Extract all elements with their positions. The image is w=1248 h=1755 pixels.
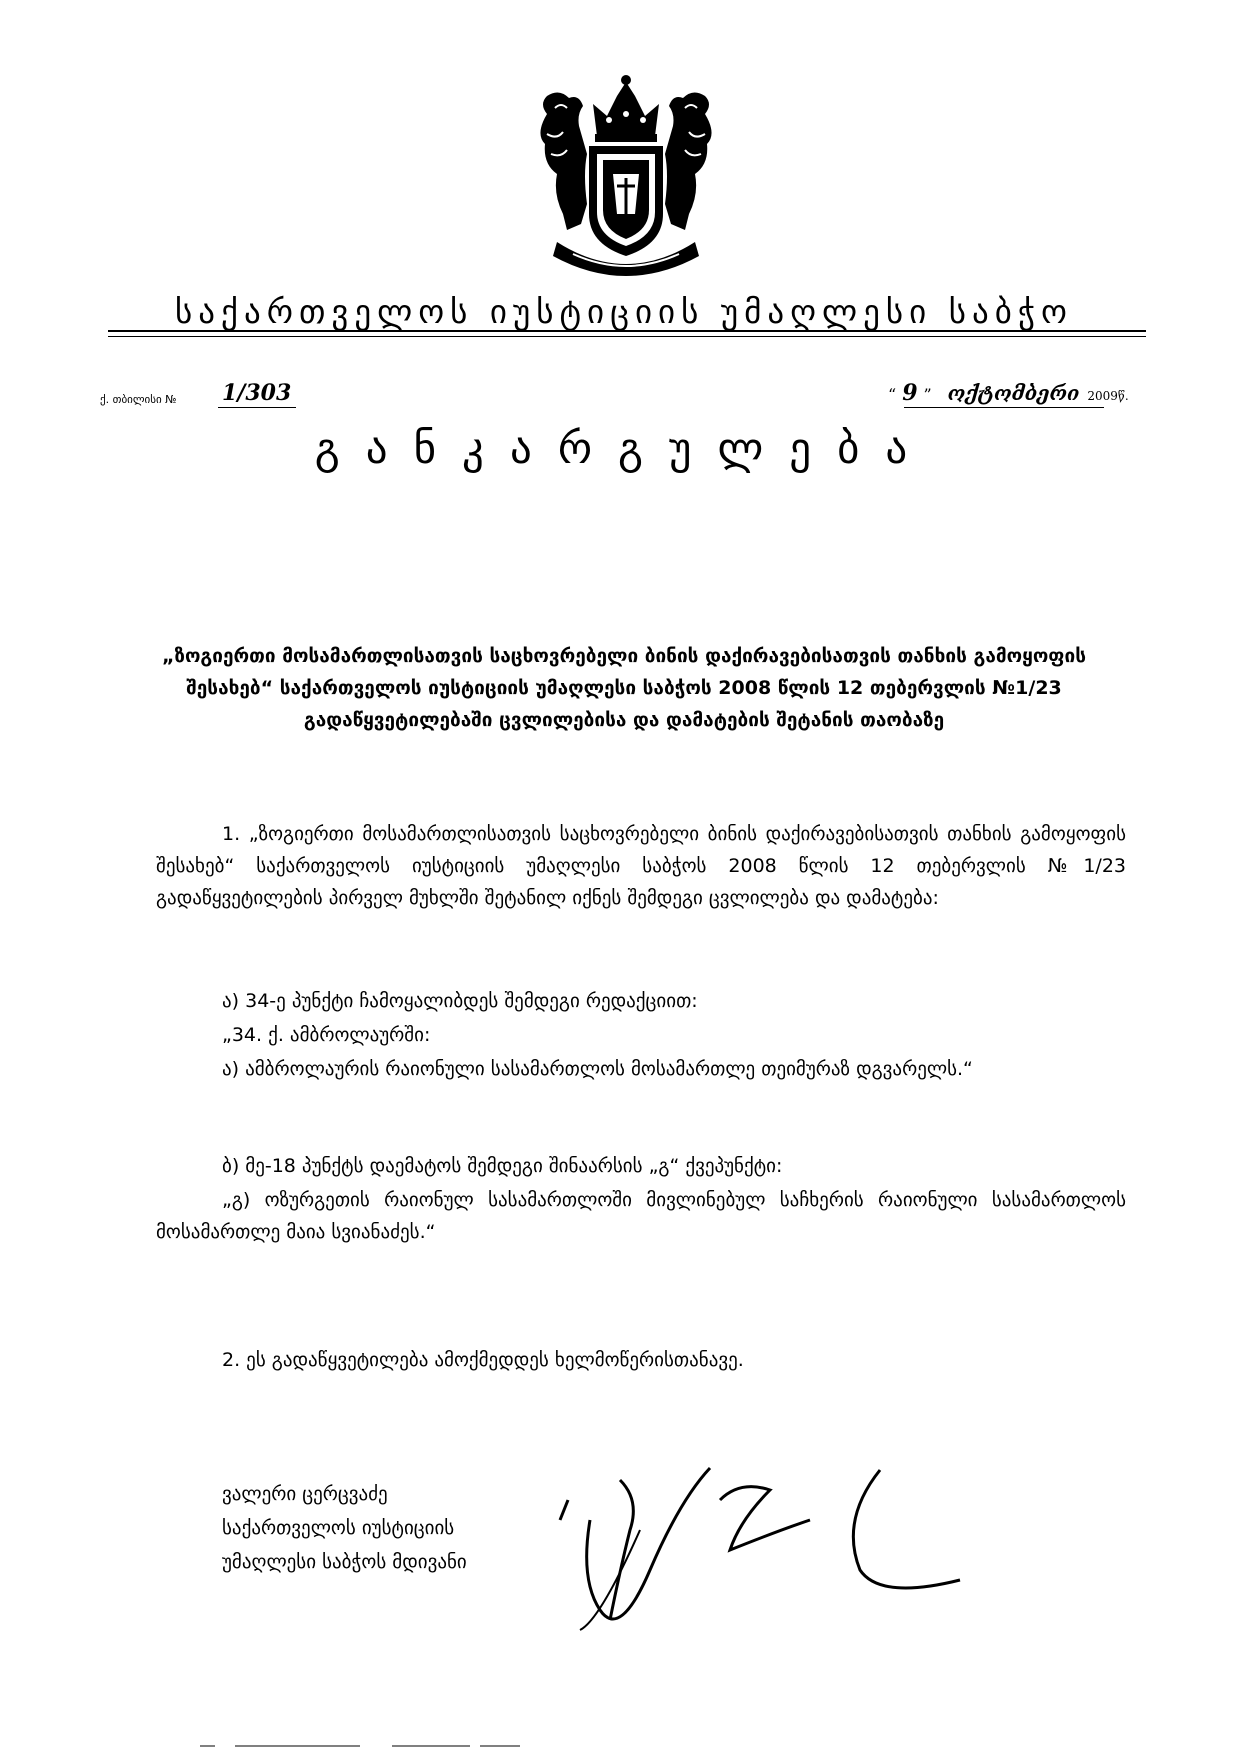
paragraph-2: 2. ეს გადაწყვეტილება ამოქმედდეს ხელმოწერისთანავე. bbox=[222, 1349, 744, 1371]
date-day: 9 bbox=[902, 380, 918, 406]
date-month: ოქტომბერი bbox=[947, 381, 1080, 405]
date-underline bbox=[904, 407, 1104, 408]
date-close-quote: ” bbox=[923, 385, 932, 404]
subpoint-a-intro: ა) 34-ე პუნქტი ჩამოყალიბდეს შემდეგი რედაქციით: bbox=[222, 990, 698, 1012]
document-date bbox=[888, 380, 1129, 406]
signatory-position: უმაღლესი საბჭოს მდივანი bbox=[222, 1551, 467, 1573]
subpoint-b-intro: ბ) მე-18 პუნქტს დაემატოს შემდეგი შინაარსის „გ“ ქვეპუნქტი: bbox=[222, 1155, 783, 1177]
document-title: „ზოგიერთი მოსამართლისათვის საცხოვრებელი ბინის დაქირავებისათვის თანხის გამოყოფის შესახებ“ საქართველოს იუსტიციის უმაღლესი საბჭოს 2008 წლის 12 თებერვლის №1/23 გადაწყვეტილებაში ცვლილებისა და დამატების შეტანის თაობაზე bbox=[162, 645, 1086, 731]
institution-name: საქართველოს იუსტიციის უმაღლესი საბჭო bbox=[175, 292, 1073, 331]
header-divider-thin bbox=[108, 336, 1146, 337]
header-divider bbox=[108, 330, 1146, 332]
date-year: 2009წ. bbox=[1087, 389, 1129, 403]
paragraph-1: 1. „ზოგიერთი მოსამართლისათვის საცხოვრებელი ბინის დაქირავებისათვის თანხის გამოყოფის შესახებ“ საქართველოს იუსტიციის უმაღლესი საბჭოს 2008 წლის 12 თებერვლის №1/23 გადაწყვეტილების პირველ მუხლში შეტანილ იქნეს შემდეგი ცვლილება და დამატება: bbox=[156, 823, 1126, 909]
document-number-underline bbox=[218, 407, 296, 408]
coat-of-arms-icon bbox=[517, 74, 735, 286]
subpoint-a-quote: „34. ქ. ამბროლაურში: bbox=[222, 1024, 431, 1046]
document-number: 1/303 bbox=[222, 380, 292, 406]
signatory-organization: საქართველოს იუსტიციის bbox=[222, 1517, 455, 1539]
signatory-name: ვალერი ცერცვაძე bbox=[222, 1483, 388, 1505]
document-type-heading: განკარგულება bbox=[314, 424, 934, 474]
date-open-quote: “ bbox=[888, 385, 897, 404]
subpoint-b-item: „გ) ოზურგეთის რაიონულ სასამართლოში მივლინებულ საჩხერის რაიონული სასამართლოს მოსამართლე მაია სვიანაძეს.“ bbox=[156, 1189, 1126, 1243]
footer-scan-marks bbox=[0, 1740, 1248, 1752]
signature-icon bbox=[540, 1460, 1160, 1650]
subpoint-a-item: ა) ამბროლაურის რაიონული სასამართლოს მოსამართლე თეიმურაზ დგვარელს.“ bbox=[222, 1058, 973, 1080]
document-number-label: ქ. თბილისი № bbox=[100, 393, 177, 406]
